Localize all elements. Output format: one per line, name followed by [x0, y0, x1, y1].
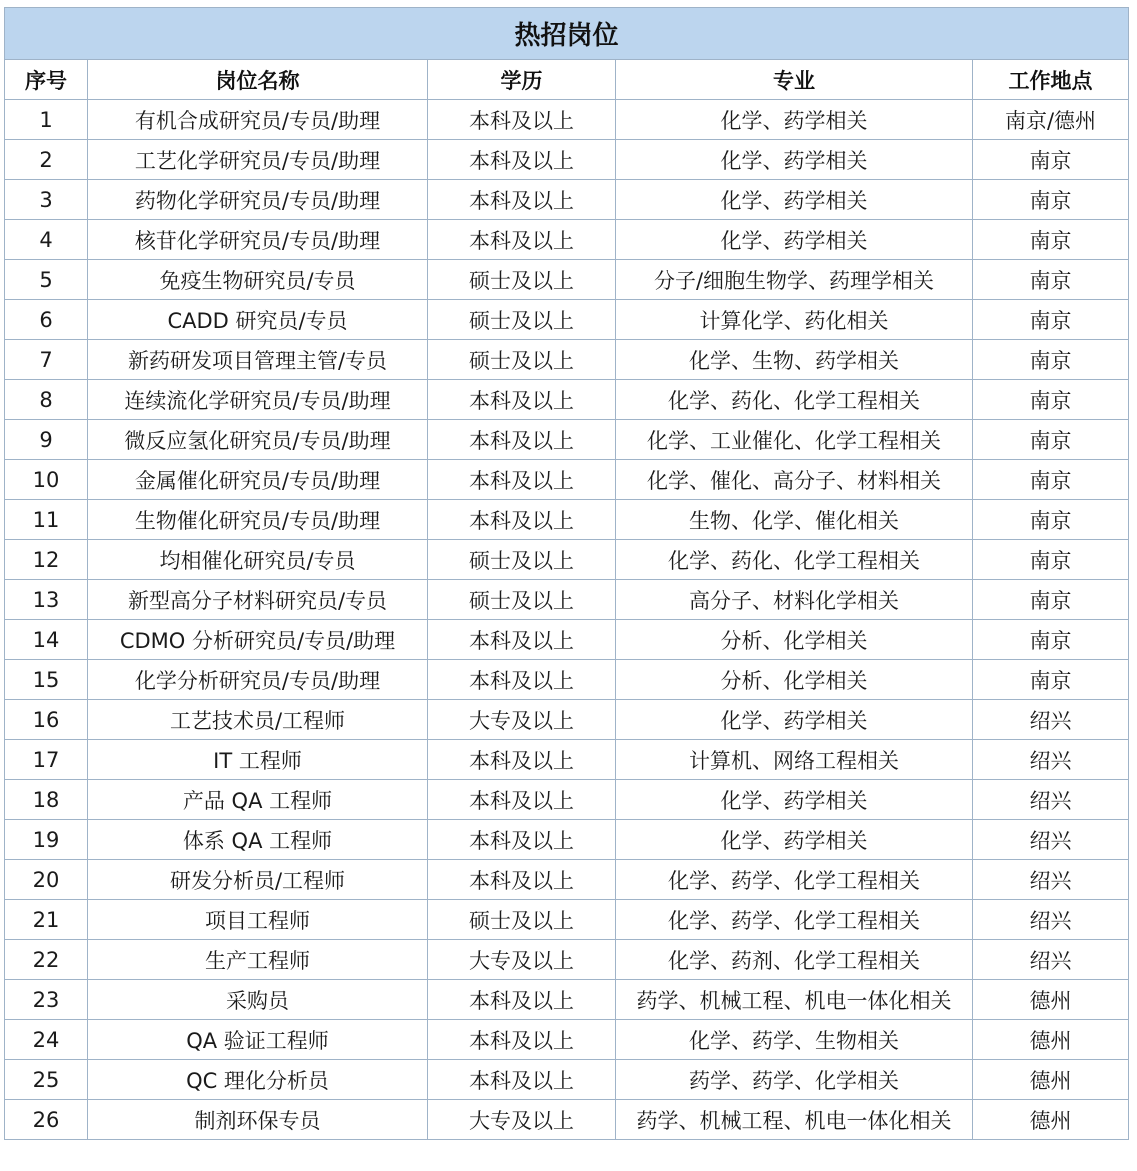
cell-education: 本科及以上 — [428, 1060, 616, 1100]
header-row — [5, 60, 1129, 100]
cell-education: 本科及以上 — [428, 180, 616, 220]
cell-location: 南京 — [973, 420, 1129, 460]
cell-education: 硕士及以上 — [428, 900, 616, 940]
cell-index: 4 — [5, 220, 88, 260]
cell-position: 制剂环保专员 — [88, 1100, 428, 1140]
cell-education: 本科及以上 — [428, 780, 616, 820]
cell-major: 化学、药剂、化学工程相关 — [616, 940, 973, 980]
cell-location: 绍兴 — [973, 940, 1129, 980]
cell-position: 金属催化研究员/专员/助理 — [88, 460, 428, 500]
cell-major: 化学、工业催化、化学工程相关 — [616, 420, 973, 460]
table-row — [5, 980, 1129, 1020]
cell-education: 本科及以上 — [428, 140, 616, 180]
cell-location: 德州 — [973, 1020, 1129, 1060]
cell-major: 药学、药学、化学相关 — [616, 1060, 973, 1100]
cell-location: 南京 — [973, 300, 1129, 340]
cell-index: 12 — [5, 540, 88, 580]
cell-position: QC 理化分析员 — [88, 1060, 428, 1100]
cell-position: QA 验证工程师 — [88, 1020, 428, 1060]
cell-major: 高分子、材料化学相关 — [616, 580, 973, 620]
table-row — [5, 140, 1129, 180]
table-row — [5, 380, 1129, 420]
cell-index: 14 — [5, 620, 88, 660]
cell-index: 17 — [5, 740, 88, 780]
column-header-education: 学历 — [428, 60, 616, 100]
cell-location: 南京 — [973, 660, 1129, 700]
cell-major: 计算化学、药化相关 — [616, 300, 973, 340]
cell-index: 23 — [5, 980, 88, 1020]
cell-position: 新型高分子材料研究员/专员 — [88, 580, 428, 620]
cell-index: 9 — [5, 420, 88, 460]
cell-location: 德州 — [973, 980, 1129, 1020]
cell-location: 南京 — [973, 140, 1129, 180]
column-header-major: 专业 — [616, 60, 973, 100]
cell-major: 分子/细胞生物学、药理学相关 — [616, 260, 973, 300]
cell-education: 大专及以上 — [428, 700, 616, 740]
cell-position: 连续流化学研究员/专员/助理 — [88, 380, 428, 420]
cell-education: 硕士及以上 — [428, 260, 616, 300]
cell-position: 化学分析研究员/专员/助理 — [88, 660, 428, 700]
cell-position: CDMO 分析研究员/专员/助理 — [88, 620, 428, 660]
cell-major: 化学、药学、化学工程相关 — [616, 860, 973, 900]
cell-index: 13 — [5, 580, 88, 620]
cell-location: 南京 — [973, 220, 1129, 260]
cell-location: 南京 — [973, 540, 1129, 580]
cell-location: 南京 — [973, 380, 1129, 420]
cell-major: 药学、机械工程、机电一体化相关 — [616, 1100, 973, 1140]
cell-index: 15 — [5, 660, 88, 700]
cell-education: 本科及以上 — [428, 660, 616, 700]
table-row — [5, 340, 1129, 380]
cell-location: 德州 — [973, 1060, 1129, 1100]
job-table-sheet — [4, 7, 1128, 1163]
cell-location: 南京 — [973, 500, 1129, 540]
cell-major: 分析、化学相关 — [616, 660, 973, 700]
cell-education: 硕士及以上 — [428, 300, 616, 340]
cell-education: 硕士及以上 — [428, 580, 616, 620]
table-row — [5, 900, 1129, 940]
table-row — [5, 100, 1129, 140]
table-body — [5, 100, 1129, 1140]
table-title: 热招岗位 — [5, 8, 1129, 60]
cell-education: 大专及以上 — [428, 1100, 616, 1140]
cell-location: 南京 — [973, 580, 1129, 620]
cell-major: 化学、药化、化学工程相关 — [616, 380, 973, 420]
cell-education: 本科及以上 — [428, 1020, 616, 1060]
cell-major: 药学、机械工程、机电一体化相关 — [616, 980, 973, 1020]
cell-major: 化学、药学相关 — [616, 100, 973, 140]
cell-index: 10 — [5, 460, 88, 500]
cell-location: 南京 — [973, 260, 1129, 300]
cell-education: 本科及以上 — [428, 740, 616, 780]
cell-education: 本科及以上 — [428, 380, 616, 420]
cell-location: 绍兴 — [973, 780, 1129, 820]
cell-index: 19 — [5, 820, 88, 860]
cell-position: 产品 QA 工程师 — [88, 780, 428, 820]
table-row — [5, 580, 1129, 620]
cell-location: 德州 — [973, 1100, 1129, 1140]
cell-position: 新药研发项目管理主管/专员 — [88, 340, 428, 380]
cell-position: 生物催化研究员/专员/助理 — [88, 500, 428, 540]
cell-index: 1 — [5, 100, 88, 140]
cell-education: 本科及以上 — [428, 820, 616, 860]
cell-education: 大专及以上 — [428, 940, 616, 980]
table-row — [5, 540, 1129, 580]
cell-position: 体系 QA 工程师 — [88, 820, 428, 860]
cell-location: 南京 — [973, 180, 1129, 220]
table-row — [5, 180, 1129, 220]
cell-location: 南京/德州 — [973, 100, 1129, 140]
cell-major: 化学、药学相关 — [616, 700, 973, 740]
cell-major: 计算机、网络工程相关 — [616, 740, 973, 780]
cell-education: 本科及以上 — [428, 420, 616, 460]
table-row — [5, 700, 1129, 740]
title-row — [5, 8, 1129, 60]
column-header-index: 序号 — [5, 60, 88, 100]
cell-education: 本科及以上 — [428, 620, 616, 660]
cell-index: 6 — [5, 300, 88, 340]
cell-major: 化学、药学相关 — [616, 820, 973, 860]
table-row — [5, 420, 1129, 460]
table-row — [5, 1020, 1129, 1060]
table-row — [5, 820, 1129, 860]
cell-position: 采购员 — [88, 980, 428, 1020]
column-header-position: 岗位名称 — [88, 60, 428, 100]
cell-location: 绍兴 — [973, 860, 1129, 900]
cell-position: IT 工程师 — [88, 740, 428, 780]
cell-major: 分析、化学相关 — [616, 620, 973, 660]
cell-index: 3 — [5, 180, 88, 220]
cell-location: 绍兴 — [973, 820, 1129, 860]
cell-position: 工艺技术员/工程师 — [88, 700, 428, 740]
hot-jobs-table — [4, 7, 1129, 1140]
cell-index: 5 — [5, 260, 88, 300]
cell-position: 研发分析员/工程师 — [88, 860, 428, 900]
cell-major: 化学、催化、高分子、材料相关 — [616, 460, 973, 500]
cell-index: 8 — [5, 380, 88, 420]
cell-position: CADD 研究员/专员 — [88, 300, 428, 340]
cell-index: 22 — [5, 940, 88, 980]
table-row — [5, 460, 1129, 500]
cell-index: 7 — [5, 340, 88, 380]
cell-education: 本科及以上 — [428, 220, 616, 260]
cell-major: 化学、药学相关 — [616, 140, 973, 180]
cell-major: 化学、药学相关 — [616, 780, 973, 820]
cell-major: 化学、生物、药学相关 — [616, 340, 973, 380]
table-row — [5, 1100, 1129, 1140]
cell-index: 21 — [5, 900, 88, 940]
table-row — [5, 660, 1129, 700]
table-row — [5, 220, 1129, 260]
cell-location: 绍兴 — [973, 900, 1129, 940]
cell-location: 南京 — [973, 620, 1129, 660]
cell-index: 26 — [5, 1100, 88, 1140]
column-header-location: 工作地点 — [973, 60, 1129, 100]
table-row — [5, 740, 1129, 780]
cell-index: 25 — [5, 1060, 88, 1100]
cell-major: 化学、药学相关 — [616, 180, 973, 220]
cell-major: 化学、药化、化学工程相关 — [616, 540, 973, 580]
cell-index: 11 — [5, 500, 88, 540]
cell-index: 18 — [5, 780, 88, 820]
table-row — [5, 860, 1129, 900]
cell-position: 项目工程师 — [88, 900, 428, 940]
cell-location: 绍兴 — [973, 740, 1129, 780]
cell-major: 化学、药学相关 — [616, 220, 973, 260]
cell-position: 核苷化学研究员/专员/助理 — [88, 220, 428, 260]
cell-position: 微反应氢化研究员/专员/助理 — [88, 420, 428, 460]
cell-education: 本科及以上 — [428, 500, 616, 540]
cell-education: 本科及以上 — [428, 980, 616, 1020]
cell-education: 硕士及以上 — [428, 340, 616, 380]
cell-position: 生产工程师 — [88, 940, 428, 980]
table-row — [5, 300, 1129, 340]
table-row — [5, 940, 1129, 980]
cell-position: 药物化学研究员/专员/助理 — [88, 180, 428, 220]
cell-location: 南京 — [973, 460, 1129, 500]
cell-index: 20 — [5, 860, 88, 900]
cell-index: 2 — [5, 140, 88, 180]
cell-position: 均相催化研究员/专员 — [88, 540, 428, 580]
cell-location: 南京 — [973, 340, 1129, 380]
cell-position: 免疫生物研究员/专员 — [88, 260, 428, 300]
cell-education: 本科及以上 — [428, 100, 616, 140]
table-row — [5, 500, 1129, 540]
table-row — [5, 620, 1129, 660]
cell-position: 工艺化学研究员/专员/助理 — [88, 140, 428, 180]
cell-education: 硕士及以上 — [428, 540, 616, 580]
table-row — [5, 780, 1129, 820]
cell-education: 本科及以上 — [428, 860, 616, 900]
cell-major: 生物、化学、催化相关 — [616, 500, 973, 540]
cell-index: 24 — [5, 1020, 88, 1060]
cell-education: 本科及以上 — [428, 460, 616, 500]
table-row — [5, 1060, 1129, 1100]
cell-major: 化学、药学、化学工程相关 — [616, 900, 973, 940]
cell-index: 16 — [5, 700, 88, 740]
cell-position: 有机合成研究员/专员/助理 — [88, 100, 428, 140]
cell-location: 绍兴 — [973, 700, 1129, 740]
table-row — [5, 260, 1129, 300]
cell-major: 化学、药学、生物相关 — [616, 1020, 973, 1060]
